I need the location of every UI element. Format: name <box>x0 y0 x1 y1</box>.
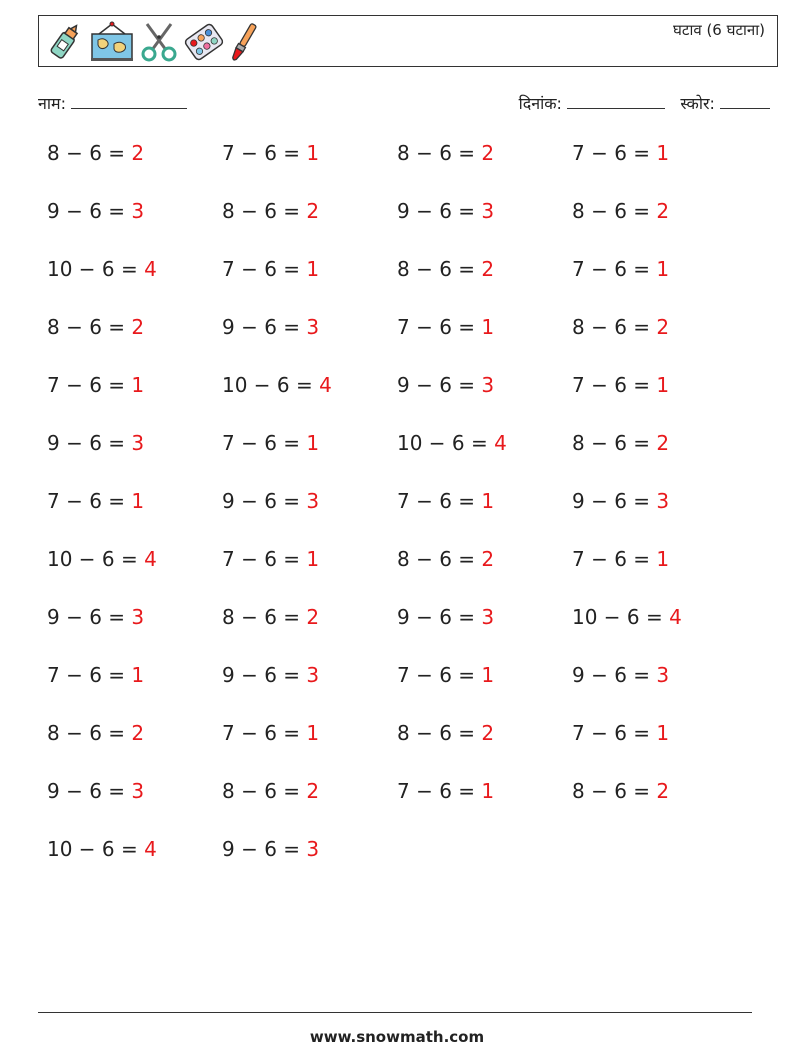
problem-item <box>397 431 507 455</box>
problem-question: 7 − 6 = <box>222 141 307 165</box>
header-icons <box>45 19 259 65</box>
problem-question: 7 − 6 = <box>47 663 132 687</box>
problem-question: 8 − 6 = <box>572 779 657 803</box>
problem-answer: 4 <box>144 837 157 861</box>
problem-question: 7 − 6 = <box>222 547 307 571</box>
problem-question: 7 − 6 = <box>47 373 132 397</box>
problem-item <box>47 605 144 629</box>
problem-question: 9 − 6 = <box>222 315 307 339</box>
problem-answer: 4 <box>669 605 682 629</box>
problem-question: 9 − 6 = <box>222 837 307 861</box>
problem-item <box>572 663 669 687</box>
name-label: नाम: <box>38 94 66 113</box>
date-label: दिनांक: <box>518 94 562 113</box>
problem-question: 9 − 6 = <box>572 489 657 513</box>
problem-answer: 2 <box>131 315 145 339</box>
problem-question: 8 − 6 = <box>397 141 482 165</box>
problem-item <box>572 489 669 513</box>
problem-answer: 3 <box>131 199 145 223</box>
problem-item <box>47 779 144 803</box>
score-blank[interactable] <box>720 94 770 109</box>
problem-item <box>47 837 157 861</box>
problem-question: 7 − 6 = <box>572 547 657 571</box>
problem-item <box>222 199 319 223</box>
problem-answer: 3 <box>131 431 145 455</box>
problem-item <box>572 199 669 223</box>
problem-question: 8 − 6 = <box>397 547 482 571</box>
problem-item <box>222 779 319 803</box>
problem-item <box>222 547 319 571</box>
problem-answer: 4 <box>144 547 157 571</box>
problem-answer: 1 <box>131 373 145 397</box>
problem-item <box>397 373 494 397</box>
problem-question: 8 − 6 = <box>572 431 657 455</box>
problem-answer: 1 <box>306 257 320 281</box>
problem-answer: 2 <box>131 141 145 165</box>
problem-item <box>397 315 494 339</box>
problem-question: 10 − 6 = <box>572 605 670 629</box>
date-score-fields <box>519 92 770 114</box>
problem-item <box>222 837 319 861</box>
problem-question: 7 − 6 = <box>222 257 307 281</box>
problem-question: 7 − 6 = <box>572 141 657 165</box>
problem-item <box>222 431 319 455</box>
problem-question: 8 − 6 = <box>572 315 657 339</box>
problem-answer: 2 <box>481 257 495 281</box>
problem-answer: 1 <box>656 257 670 281</box>
problem-answer: 1 <box>306 431 320 455</box>
problem-item <box>222 663 319 687</box>
problem-question: 9 − 6 = <box>47 199 132 223</box>
date-blank[interactable] <box>567 94 665 109</box>
problem-item <box>222 721 319 745</box>
paint-palette-icon <box>183 20 225 64</box>
problem-item <box>47 315 144 339</box>
problem-item <box>47 431 144 455</box>
problem-item <box>47 257 157 281</box>
problem-question: 9 − 6 = <box>397 199 482 223</box>
problem-answer: 3 <box>481 605 495 629</box>
problem-answer: 1 <box>481 489 495 513</box>
problem-question: 10 − 6 = <box>397 431 495 455</box>
problem-question: 10 − 6 = <box>222 373 320 397</box>
problem-item <box>397 605 494 629</box>
problem-question: 7 − 6 = <box>572 373 657 397</box>
problem-answer: 3 <box>306 315 320 339</box>
problem-answer: 3 <box>306 489 320 513</box>
problem-item <box>47 547 157 571</box>
problem-answer: 2 <box>306 605 320 629</box>
problem-question: 8 − 6 = <box>397 721 482 745</box>
problem-item <box>222 373 332 397</box>
problem-item <box>397 721 494 745</box>
problem-question: 8 − 6 = <box>572 199 657 223</box>
problem-question: 9 − 6 = <box>47 431 132 455</box>
problem-answer: 3 <box>656 489 670 513</box>
problem-answer: 3 <box>656 663 670 687</box>
problem-answer: 3 <box>306 837 320 861</box>
problem-answer: 2 <box>481 721 495 745</box>
problem-question: 8 − 6 = <box>397 257 482 281</box>
problem-item <box>47 721 144 745</box>
problem-answer: 2 <box>656 779 670 803</box>
name-field <box>38 92 187 114</box>
problem-answer: 2 <box>656 315 670 339</box>
problem-question: 8 − 6 = <box>222 605 307 629</box>
score-label: स्कोर: <box>680 94 715 113</box>
problem-item <box>572 779 669 803</box>
problem-answer: 1 <box>481 779 495 803</box>
problem-question: 8 − 6 = <box>222 779 307 803</box>
problem-answer: 2 <box>306 779 320 803</box>
problem-item <box>397 141 494 165</box>
problem-answer: 2 <box>656 199 670 223</box>
problem-item <box>572 373 669 397</box>
problem-answer: 3 <box>481 199 495 223</box>
problem-item <box>572 721 669 745</box>
problem-question: 7 − 6 = <box>572 257 657 281</box>
glue-bottle-icon <box>45 20 85 64</box>
problem-answer: 2 <box>481 547 495 571</box>
problem-item <box>397 547 494 571</box>
problem-item <box>397 663 494 687</box>
problem-question: 9 − 6 = <box>222 663 307 687</box>
problem-item <box>572 257 669 281</box>
problem-item <box>47 199 144 223</box>
problem-answer: 1 <box>656 373 670 397</box>
problem-question: 7 − 6 = <box>222 431 307 455</box>
problem-question: 7 − 6 = <box>397 489 482 513</box>
problem-item <box>222 141 319 165</box>
problem-answer: 2 <box>481 141 495 165</box>
problem-answer: 2 <box>306 199 320 223</box>
problem-item <box>397 779 494 803</box>
problem-item <box>222 257 319 281</box>
problem-question: 7 − 6 = <box>397 315 482 339</box>
problem-answer: 3 <box>131 605 145 629</box>
problem-question: 7 − 6 = <box>47 489 132 513</box>
problem-item <box>572 547 669 571</box>
problem-item <box>222 489 319 513</box>
problem-item <box>47 141 144 165</box>
problem-question: 9 − 6 = <box>222 489 307 513</box>
problem-answer: 4 <box>494 431 507 455</box>
problem-item <box>397 199 494 223</box>
problem-answer: 3 <box>131 779 145 803</box>
problem-question: 10 − 6 = <box>47 837 145 861</box>
problem-answer: 2 <box>656 431 670 455</box>
problem-item <box>47 489 144 513</box>
footer-website: www.snowmath.com <box>309 1028 485 1046</box>
problem-question: 9 − 6 = <box>397 605 482 629</box>
problem-question: 7 − 6 = <box>222 721 307 745</box>
scissors-icon <box>139 20 179 64</box>
problem-item <box>397 257 494 281</box>
problem-answer: 1 <box>656 141 670 165</box>
problem-question: 9 − 6 = <box>572 663 657 687</box>
problem-item <box>47 663 144 687</box>
name-blank[interactable] <box>71 94 187 109</box>
problem-answer: 1 <box>131 489 145 513</box>
problem-question: 7 − 6 = <box>572 721 657 745</box>
problem-answer: 1 <box>656 547 670 571</box>
footer-divider <box>38 1012 752 1013</box>
problem-answer: 2 <box>131 721 145 745</box>
problem-item <box>572 605 682 629</box>
problem-answer: 1 <box>306 547 320 571</box>
problem-question: 9 − 6 = <box>47 779 132 803</box>
problem-answer: 1 <box>306 721 320 745</box>
problem-item <box>572 141 669 165</box>
problem-item <box>572 431 669 455</box>
problem-item <box>397 489 494 513</box>
problem-answer: 4 <box>319 373 332 397</box>
problem-item <box>222 315 319 339</box>
paintbrush-icon <box>229 20 259 64</box>
worksheet-header <box>38 15 778 67</box>
problem-answer: 3 <box>481 373 495 397</box>
problem-answer: 3 <box>306 663 320 687</box>
problem-question: 10 − 6 = <box>47 547 145 571</box>
problem-question: 8 − 6 = <box>222 199 307 223</box>
problem-item <box>222 605 319 629</box>
map-board-icon <box>89 20 135 64</box>
problem-answer: 1 <box>656 721 670 745</box>
problem-question: 8 − 6 = <box>47 721 132 745</box>
problem-question: 7 − 6 = <box>397 779 482 803</box>
problem-item <box>572 315 669 339</box>
problem-item <box>47 373 144 397</box>
problem-answer: 4 <box>144 257 157 281</box>
problem-answer: 1 <box>131 663 145 687</box>
problem-question: 8 − 6 = <box>47 315 132 339</box>
problem-question: 10 − 6 = <box>47 257 145 281</box>
worksheet-title: घटाव (6 घटाना) <box>673 21 765 39</box>
problem-answer: 1 <box>481 663 495 687</box>
problem-question: 7 − 6 = <box>397 663 482 687</box>
problem-answer: 1 <box>306 141 320 165</box>
problem-question: 9 − 6 = <box>397 373 482 397</box>
problem-question: 9 − 6 = <box>47 605 132 629</box>
problem-question: 8 − 6 = <box>47 141 132 165</box>
problem-answer: 1 <box>481 315 495 339</box>
